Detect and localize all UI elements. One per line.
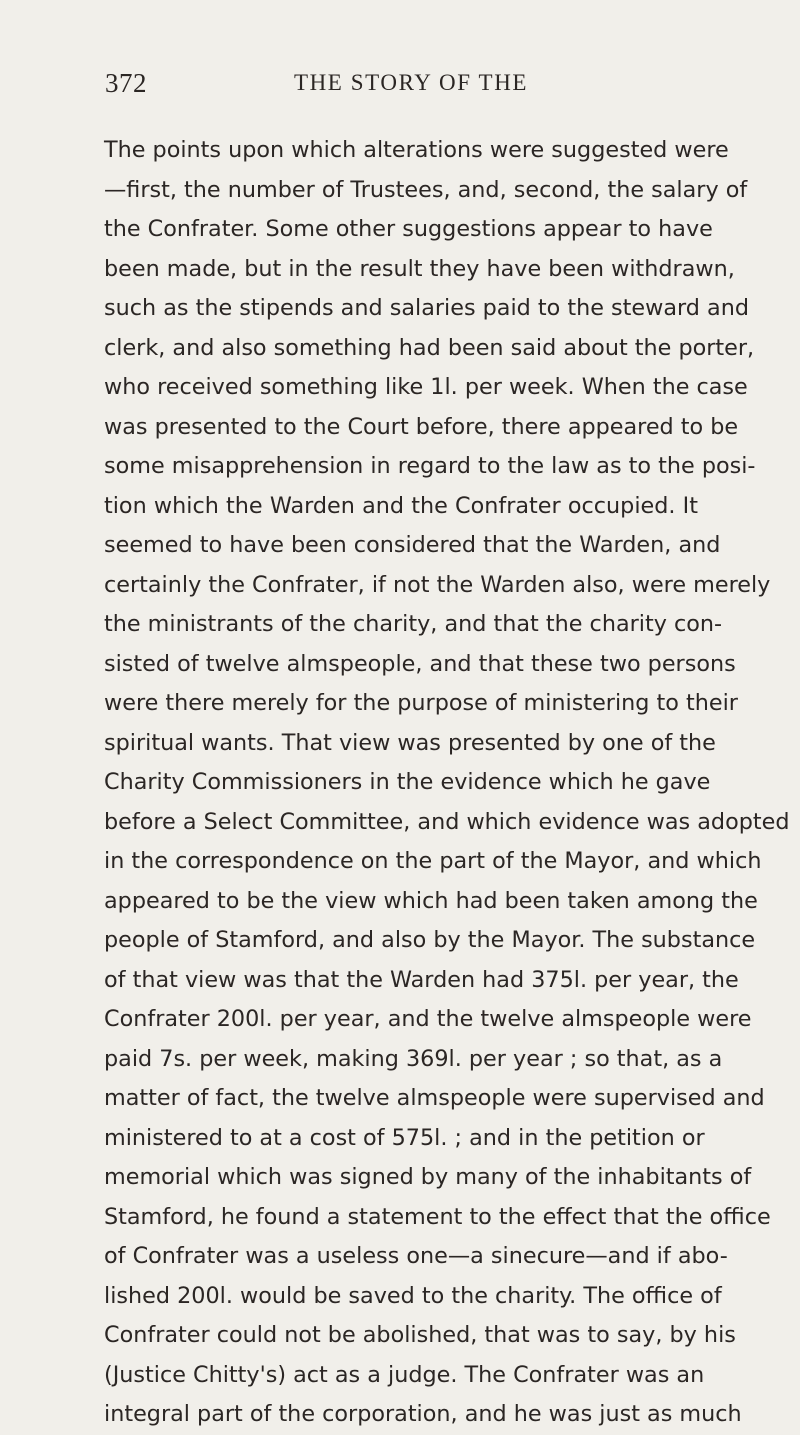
text-line: Stamford, he found a statement to the effect that the office [104, 1203, 771, 1230]
text-line: memorial which was signed by many of the inhabitants of [104, 1164, 752, 1190]
text-line: Charity Commissioners in the evidence which he gave [104, 769, 711, 795]
text-line: some misapprehension in regard to the law as to the posi- [104, 453, 756, 479]
running-head [105, 68, 699, 108]
text-line: tion which the Warden and the Confrater occupied. It [104, 492, 698, 519]
text-line: —first, the number of Trustees, and, second, the salary of [104, 176, 748, 203]
text-line: paid 7s. per week, making 369l. per year ; so that, as a [104, 1045, 723, 1072]
text-line: been made, but in the result they have been withdrawn, [104, 255, 735, 282]
text-line: such as the stipends and salaries paid to the steward and [104, 295, 749, 321]
text-line: in the correspondence on the part of the Mayor, and which [104, 848, 762, 874]
page-number: 372 [105, 68, 147, 98]
text-line: appeared to be the view which had been taken among the [104, 887, 758, 914]
text-line: the Confrater. Some other suggestions appear to have [104, 216, 713, 242]
text-line: was presented to the Court before, there appeared to be [104, 413, 739, 440]
text-line: integral part of the corporation, and he was just as much [104, 1401, 742, 1427]
text-line: (Justice Chitty's) act as a judge. The Confrater was an [104, 1361, 705, 1388]
text-line: who received something like 1l. per week. When the case [104, 374, 748, 400]
text-line: seemed to have been considered that the Warden, and [104, 532, 721, 558]
text-line: ministered to at a cost of 575l. ; and in the petition or [104, 1124, 705, 1151]
text-line: were there merely for the purpose of ministering to their [104, 690, 738, 716]
text-line: of Confrater was a useless one—a sinecure—and if abo- [104, 1243, 728, 1269]
text-line: Confrater 200l. per year, and the twelve almspeople were [104, 1006, 752, 1032]
running-title: THE STORY OF THE [293, 70, 529, 95]
text-line: sisted of twelve almspeople, and that these two persons [104, 650, 736, 677]
text-line: Confrater could not be abolished, that was to say, by his [104, 1322, 736, 1348]
text-line: The points upon which alterations were suggested were [104, 137, 729, 163]
text-line: before a Select Committee, and which evidence was adopted [104, 808, 790, 835]
text-line: clerk, and also something had been said about the porter, [104, 334, 755, 361]
text-line: of that view was that the Warden had 375l. per year, the [104, 966, 739, 993]
text-line: lished 200l. would be saved to the charity. The office of [104, 1282, 722, 1309]
text-line: the ministrants of the charity, and that the charity con- [104, 611, 723, 637]
body-text [104, 131, 790, 1435]
text-line: certainly the Confrater, if not the Warden also, were merely [104, 571, 771, 598]
text-line: matter of fact, the twelve almspeople were supervised and [104, 1085, 765, 1111]
text-line: spiritual wants. That view was presented by one of the [104, 729, 716, 756]
text-line: people of Stamford, and also by the Mayor. The substance [104, 927, 756, 953]
